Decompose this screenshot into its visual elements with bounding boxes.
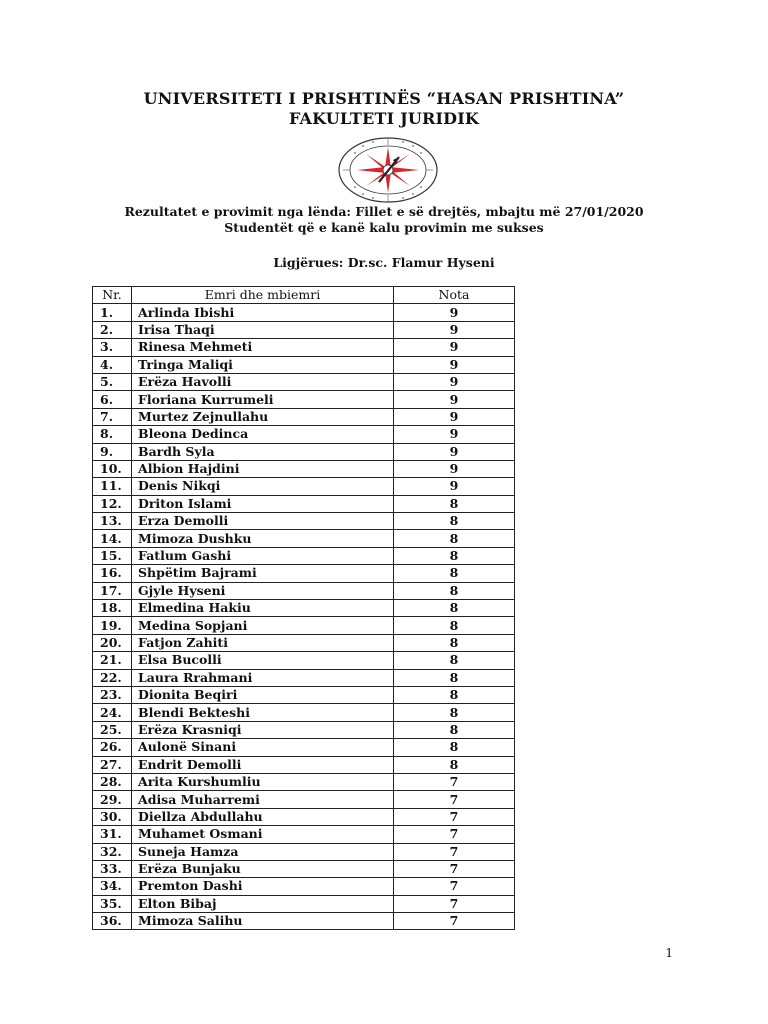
row-number: 13. xyxy=(93,513,132,530)
student-grade: 9 xyxy=(394,426,515,443)
row-number: 11. xyxy=(93,478,132,495)
student-name: Blendi Bekteshi xyxy=(132,704,394,721)
student-name: Diellza Abdullahu xyxy=(132,808,394,825)
student-grade: 8 xyxy=(394,739,515,756)
table-row xyxy=(93,860,515,877)
table-row xyxy=(93,495,515,512)
student-name: Albion Hajdini xyxy=(132,460,394,477)
table-row xyxy=(93,356,515,373)
passed-students-line: Studentët që e kanë kalu provimin me sukses xyxy=(224,220,544,235)
student-grade: 9 xyxy=(394,408,515,425)
student-grade: 8 xyxy=(394,634,515,651)
student-grade: 7 xyxy=(394,773,515,790)
row-number: 24. xyxy=(93,704,132,721)
exam-results-line: Rezultatet e provimit nga lënda: Fillet e së drejtës, mbajtu më 27/01/2020 xyxy=(124,204,644,219)
row-number: 30. xyxy=(93,808,132,825)
student-name: Erëza Krasniqi xyxy=(132,721,394,738)
student-grade: 9 xyxy=(394,321,515,338)
student-name: Mimoza Dushku xyxy=(132,530,394,547)
student-grade: 8 xyxy=(394,565,515,582)
student-grade: 8 xyxy=(394,756,515,773)
table-row xyxy=(93,808,515,825)
student-name: Medina Sopjani xyxy=(132,617,394,634)
table-header-row xyxy=(93,287,515,304)
student-grade: 8 xyxy=(394,669,515,686)
table-row xyxy=(93,686,515,703)
student-name: Erëza Havolli xyxy=(132,373,394,390)
row-number: 36. xyxy=(93,913,132,930)
row-number: 19. xyxy=(93,617,132,634)
student-name: Floriana Kurrumeli xyxy=(132,391,394,408)
page-number: 1 xyxy=(665,946,673,960)
table-row xyxy=(93,408,515,425)
university-title: UNIVERSITETI I PRISHTINËS “HASAN PRISHTINA” xyxy=(143,89,625,108)
student-grade: 9 xyxy=(394,391,515,408)
lecturer-line: Ligjërues: Dr.sc. Flamur Hyseni xyxy=(273,255,495,270)
student-name: Denis Nikqi xyxy=(132,478,394,495)
student-name: Elsa Bucolli xyxy=(132,652,394,669)
row-number: 2. xyxy=(93,321,132,338)
student-grade: 7 xyxy=(394,913,515,930)
student-grade: 8 xyxy=(394,704,515,721)
table-row xyxy=(93,739,515,756)
student-name: Arlinda Ibishi xyxy=(132,304,394,321)
row-number: 32. xyxy=(93,843,132,860)
student-grade: 7 xyxy=(394,860,515,877)
row-number: 31. xyxy=(93,826,132,843)
student-name: Muhamet Osmani xyxy=(132,826,394,843)
table-row xyxy=(93,704,515,721)
student-name: Erëza Bunjaku xyxy=(132,860,394,877)
student-name: Erza Demolli xyxy=(132,513,394,530)
student-name: Tringa Maliqi xyxy=(132,356,394,373)
student-name: Bleona Dedinca xyxy=(132,426,394,443)
row-number: 12. xyxy=(93,495,132,512)
row-number: 35. xyxy=(93,895,132,912)
row-number: 1. xyxy=(93,304,132,321)
table-row xyxy=(93,582,515,599)
student-grade: 9 xyxy=(394,339,515,356)
student-name: Elmedina Hakiu xyxy=(132,600,394,617)
student-grade: 9 xyxy=(394,373,515,390)
student-grade: 8 xyxy=(394,617,515,634)
student-grade: 8 xyxy=(394,600,515,617)
row-number: 5. xyxy=(93,373,132,390)
student-grade: 9 xyxy=(394,304,515,321)
student-name: Murtez Zejnullahu xyxy=(132,408,394,425)
table-row xyxy=(93,721,515,738)
student-grade: 9 xyxy=(394,478,515,495)
student-grade: 8 xyxy=(394,547,515,564)
faculty-title: FAKULTETI JURIDIK xyxy=(288,109,480,128)
table-row xyxy=(93,634,515,651)
row-number: 20. xyxy=(93,634,132,651)
student-grade: 7 xyxy=(394,826,515,843)
table-row xyxy=(93,321,515,338)
row-number: 4. xyxy=(93,356,132,373)
row-number: 14. xyxy=(93,530,132,547)
table-row xyxy=(93,600,515,617)
student-grade: 8 xyxy=(394,495,515,512)
student-grade: 8 xyxy=(394,513,515,530)
student-name: Shpëtim Bajrami xyxy=(132,565,394,582)
student-name: Suneja Hamza xyxy=(132,843,394,860)
row-number: 21. xyxy=(93,652,132,669)
header-nr: Nr. xyxy=(93,287,132,304)
student-name: Rinesa Mehmeti xyxy=(132,339,394,356)
student-grade: 9 xyxy=(394,460,515,477)
row-number: 15. xyxy=(93,547,132,564)
student-name: Gjyle Hyseni xyxy=(132,582,394,599)
table-row xyxy=(93,756,515,773)
table-row xyxy=(93,547,515,564)
student-name: Elton Bibaj xyxy=(132,895,394,912)
table-row xyxy=(93,773,515,790)
student-grade: 8 xyxy=(394,721,515,738)
row-number: 3. xyxy=(93,339,132,356)
header-grade: Nota xyxy=(394,287,515,304)
table-row xyxy=(93,443,515,460)
student-name: Adisa Muharremi xyxy=(132,791,394,808)
table-row xyxy=(93,478,515,495)
table-row xyxy=(93,426,515,443)
row-number: 16. xyxy=(93,565,132,582)
row-number: 7. xyxy=(93,408,132,425)
table-row xyxy=(93,669,515,686)
table-row xyxy=(93,895,515,912)
table-row xyxy=(93,843,515,860)
student-name: Arita Kurshumliu xyxy=(132,773,394,790)
student-name: Endrit Demolli xyxy=(132,756,394,773)
row-number: 8. xyxy=(93,426,132,443)
student-name: Premton Dashi xyxy=(132,878,394,895)
header-name: Emri dhe mbiemri xyxy=(132,287,394,304)
row-number: 10. xyxy=(93,460,132,477)
student-name: Irisa Thaqi xyxy=(132,321,394,338)
student-grade: 8 xyxy=(394,582,515,599)
table-row xyxy=(93,791,515,808)
student-name: Bardh Syla xyxy=(132,443,394,460)
table-row xyxy=(93,460,515,477)
table-row xyxy=(93,391,515,408)
table-row xyxy=(93,339,515,356)
row-number: 34. xyxy=(93,878,132,895)
student-grade: 8 xyxy=(394,530,515,547)
university-seal-icon xyxy=(333,135,443,205)
table-row xyxy=(93,826,515,843)
student-name: Aulonë Sinani xyxy=(132,739,394,756)
student-grade: 7 xyxy=(394,808,515,825)
table-row xyxy=(93,913,515,930)
student-grade: 7 xyxy=(394,791,515,808)
student-name: Dionita Beqiri xyxy=(132,686,394,703)
row-number: 6. xyxy=(93,391,132,408)
table-row xyxy=(93,530,515,547)
row-number: 9. xyxy=(93,443,132,460)
row-number: 17. xyxy=(93,582,132,599)
student-name: Fatlum Gashi xyxy=(132,547,394,564)
table-row xyxy=(93,513,515,530)
row-number: 22. xyxy=(93,669,132,686)
row-number: 33. xyxy=(93,860,132,877)
table-row xyxy=(93,878,515,895)
student-grade: 8 xyxy=(394,686,515,703)
row-number: 25. xyxy=(93,721,132,738)
row-number: 23. xyxy=(93,686,132,703)
table-row xyxy=(93,652,515,669)
row-number: 28. xyxy=(93,773,132,790)
student-name: Mimoza Salihu xyxy=(132,913,394,930)
student-grade: 7 xyxy=(394,895,515,912)
table-row xyxy=(93,373,515,390)
table-row xyxy=(93,617,515,634)
table-row xyxy=(93,304,515,321)
student-name: Fatjon Zahiti xyxy=(132,634,394,651)
results-table xyxy=(92,286,515,930)
row-number: 18. xyxy=(93,600,132,617)
table-row xyxy=(93,565,515,582)
row-number: 26. xyxy=(93,739,132,756)
student-grade: 9 xyxy=(394,356,515,373)
student-grade: 7 xyxy=(394,843,515,860)
row-number: 27. xyxy=(93,756,132,773)
student-name: Driton Islami xyxy=(132,495,394,512)
student-name: Laura Rrahmani xyxy=(132,669,394,686)
row-number: 29. xyxy=(93,791,132,808)
student-grade: 8 xyxy=(394,652,515,669)
student-grade: 9 xyxy=(394,443,515,460)
student-grade: 7 xyxy=(394,878,515,895)
